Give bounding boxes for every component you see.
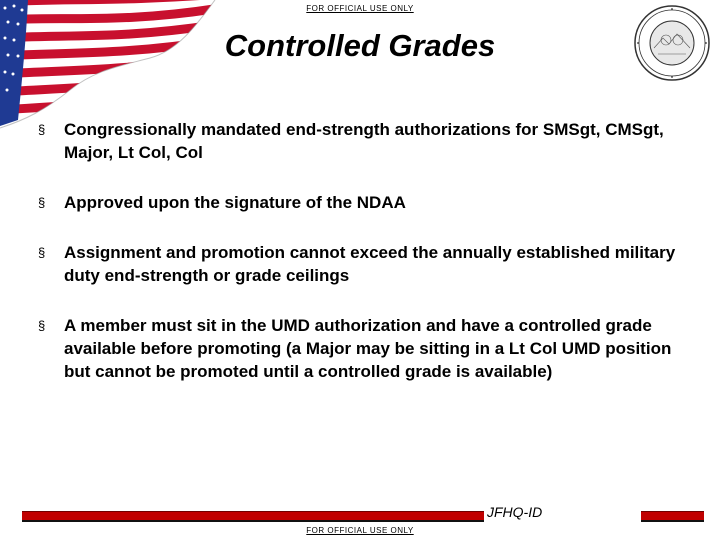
bullet-text: Approved upon the signature of the NDAA (64, 193, 406, 212)
page-title: Controlled Grades (224, 28, 496, 63)
bullet-list (38, 118, 678, 410)
footer-divider-left (22, 511, 484, 522)
bullet-marker: § (38, 245, 46, 260)
list-item (38, 191, 678, 214)
bullet-text: Congressionally mandated end-strength authorizations for SMSgt, CMSgt, Major, Lt Col, Col (64, 120, 664, 162)
footer-label: JFHQ-ID (487, 504, 543, 520)
list-item (38, 241, 678, 287)
bullet-marker: § (38, 122, 46, 137)
list-item (38, 118, 678, 164)
footer-divider-right (641, 511, 704, 522)
bullet-marker: § (38, 318, 46, 333)
classification-banner-bottom: FOR OFFICIAL USE ONLY (306, 526, 414, 535)
bullet-marker: § (38, 195, 46, 210)
bullet-text: A member must sit in the UMD authorization and have a controlled grade available before promoting (a Major may be sitting in a Lt Col UMD position but cannot be promoted until a controlled grade is available) (64, 316, 672, 381)
bullet-text: Assignment and promotion cannot exceed the annually established military duty end-strength or grade ceilings (64, 243, 676, 285)
american-flag-icon (0, 0, 220, 130)
list-item (38, 314, 678, 383)
classification-banner-top: FOR OFFICIAL USE ONLY (306, 4, 414, 13)
